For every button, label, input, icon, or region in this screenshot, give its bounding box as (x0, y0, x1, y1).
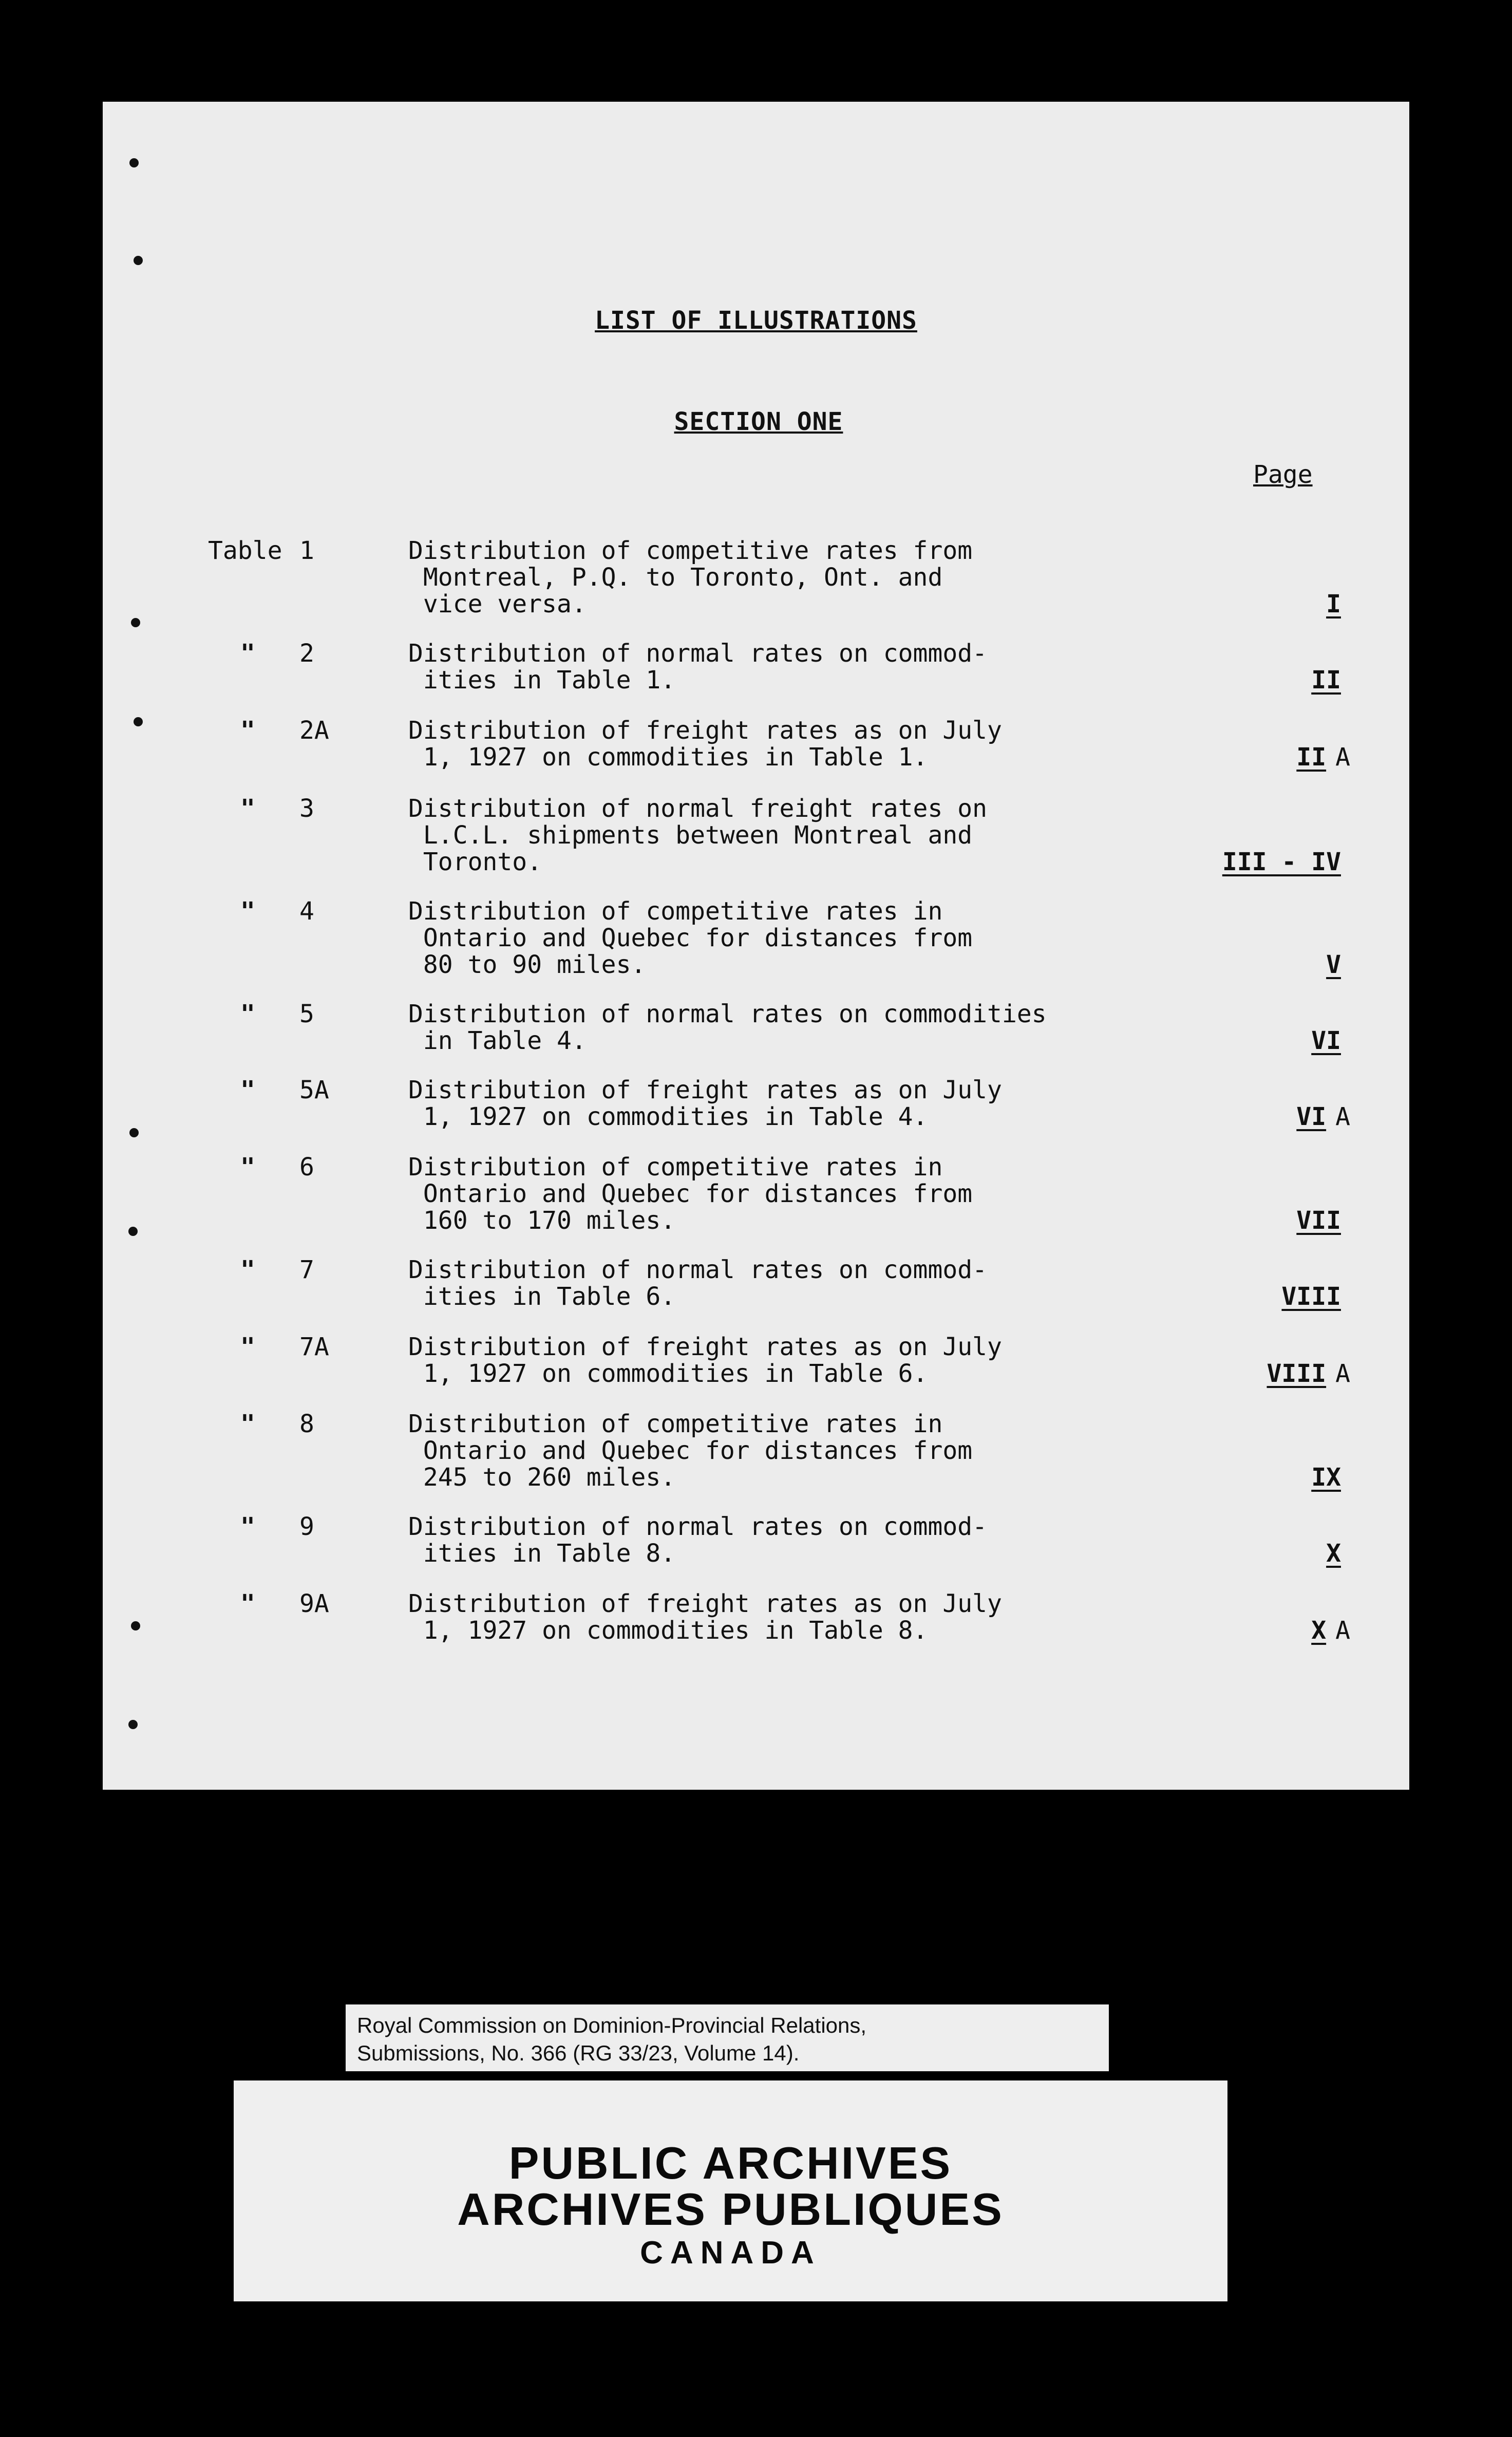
archive-citation-label (346, 2004, 1109, 2071)
page-number: X (1311, 1616, 1327, 1645)
punch-hole (131, 1621, 140, 1630)
citation-line: Submissions, No. 366 (RG 33/23, Volume 14). (357, 2041, 800, 2065)
page-number: VII (1296, 1206, 1341, 1235)
page-number: II (1311, 666, 1341, 695)
table-description: Distribution of competitive rates in Ontario and Quebec for distances from 80 to 90 miles. (408, 897, 973, 979)
ditto-mark: " (240, 639, 255, 668)
table-number: 7A (299, 1333, 329, 1361)
punch-hole (134, 256, 143, 265)
stamp-line: ARCHIVES PUBLIQUES (457, 2184, 1004, 2235)
table-number: 5A (299, 1076, 329, 1104)
page-reference (1145, 951, 1350, 978)
page-number: IX (1311, 1463, 1341, 1492)
table-number: 6 (299, 1153, 314, 1182)
table-description: Distribution of normal rates on commod- ities in Table 8. (408, 1512, 988, 1568)
punch-hole (128, 1227, 138, 1236)
page-reference (1145, 1617, 1350, 1644)
page-reference (1145, 1360, 1350, 1387)
citation-line: Royal Commission on Dominion-Provincial Relations, (357, 2013, 867, 2037)
table-description: Distribution of normal rates on commod- ities in Table 1. (408, 639, 988, 695)
page-reference (1145, 1207, 1350, 1234)
table-description: Distribution of freight rates as on July 1, 1927 on commodities in Table 4. (408, 1076, 1002, 1131)
page-suffix: A (1335, 1102, 1350, 1131)
document-title: LIST OF ILLUSTRATIONS (595, 306, 917, 335)
page-suffix: A (1335, 1359, 1350, 1388)
ditto-mark: " (240, 1589, 255, 1618)
page-number: VIII (1281, 1282, 1341, 1311)
page-reference (1145, 744, 1350, 771)
table-number: 2 (299, 639, 314, 668)
punch-hole (129, 1128, 139, 1137)
page-number: III - IV (1222, 848, 1341, 876)
table-description: Distribution of normal rates on commodities in Table 4. (408, 1000, 1047, 1055)
ditto-mark: " (240, 794, 255, 823)
table-description: Distribution of competitive rates from Montreal, P.Q. to Toronto, Ont. and vice versa. (408, 536, 973, 618)
punch-hole (129, 158, 139, 167)
page-reference (1145, 1464, 1350, 1491)
page-reference (1145, 667, 1350, 693)
document-page (103, 102, 1409, 1790)
punch-hole (134, 717, 143, 726)
ditto-mark: " (240, 1076, 255, 1104)
section-heading: SECTION ONE (674, 407, 843, 436)
ditto-mark: " (240, 897, 255, 926)
page-number: V (1326, 950, 1341, 979)
table-description: Distribution of normal rates on commod- ities in Table 6. (408, 1255, 988, 1311)
page-reference (1145, 1103, 1350, 1130)
ditto-mark: " (240, 1333, 255, 1361)
stamp-line: PUBLIC ARCHIVES (508, 2138, 953, 2188)
page-number: II (1296, 743, 1327, 772)
page-number: VI (1311, 1026, 1341, 1055)
table-word: Table (208, 536, 282, 565)
ditto-mark: " (240, 1153, 255, 1182)
table-number: 9 (299, 1512, 314, 1541)
ditto-mark: " (240, 716, 255, 745)
page-reference (1145, 849, 1350, 875)
page-reference (1145, 591, 1350, 617)
page-reference (1145, 1027, 1350, 1054)
page-number: VI (1296, 1102, 1327, 1131)
table-description: Distribution of freight rates as on July 1, 1927 on commodities in Table 1. (408, 716, 1002, 772)
page-suffix: A (1335, 1616, 1350, 1645)
table-number: 8 (299, 1410, 314, 1438)
page-column-label: Page (1253, 460, 1313, 489)
stamp-line: CANADA (640, 2235, 821, 2271)
table-number: 9A (299, 1589, 329, 1618)
table-number: 7 (299, 1255, 314, 1284)
page-number: VIII (1267, 1359, 1327, 1388)
punch-hole (128, 1720, 138, 1729)
page-reference (1145, 1283, 1350, 1310)
ditto-mark: " (240, 1410, 255, 1438)
table-number: 5 (299, 1000, 314, 1028)
table-number: 1 (299, 536, 314, 565)
table-description: Distribution of normal freight rates on L.C.L. shipments between Montreal and Toronto. (408, 794, 988, 876)
table-description: Distribution of freight rates as on July 1, 1927 on commodities in Table 6. (408, 1333, 1002, 1388)
table-description: Distribution of freight rates as on July 1, 1927 on commodities in Table 8. (408, 1589, 1002, 1645)
ditto-mark: " (240, 1255, 255, 1284)
ditto-mark: " (240, 1512, 255, 1541)
archives-stamp (234, 2080, 1227, 2301)
page-number: X (1326, 1539, 1341, 1568)
page-suffix: A (1335, 743, 1350, 772)
punch-hole (131, 618, 140, 627)
table-number: 4 (299, 897, 314, 926)
page-reference (1145, 1540, 1350, 1567)
table-number: 3 (299, 794, 314, 823)
page-number: I (1326, 590, 1341, 618)
ditto-mark: " (240, 1000, 255, 1028)
table-description: Distribution of competitive rates in Ontario and Quebec for distances from 245 to 260 miles. (408, 1410, 973, 1492)
table-description: Distribution of competitive rates in Ontario and Quebec for distances from 160 to 170 miles. (408, 1153, 973, 1235)
table-number: 2A (299, 716, 329, 745)
